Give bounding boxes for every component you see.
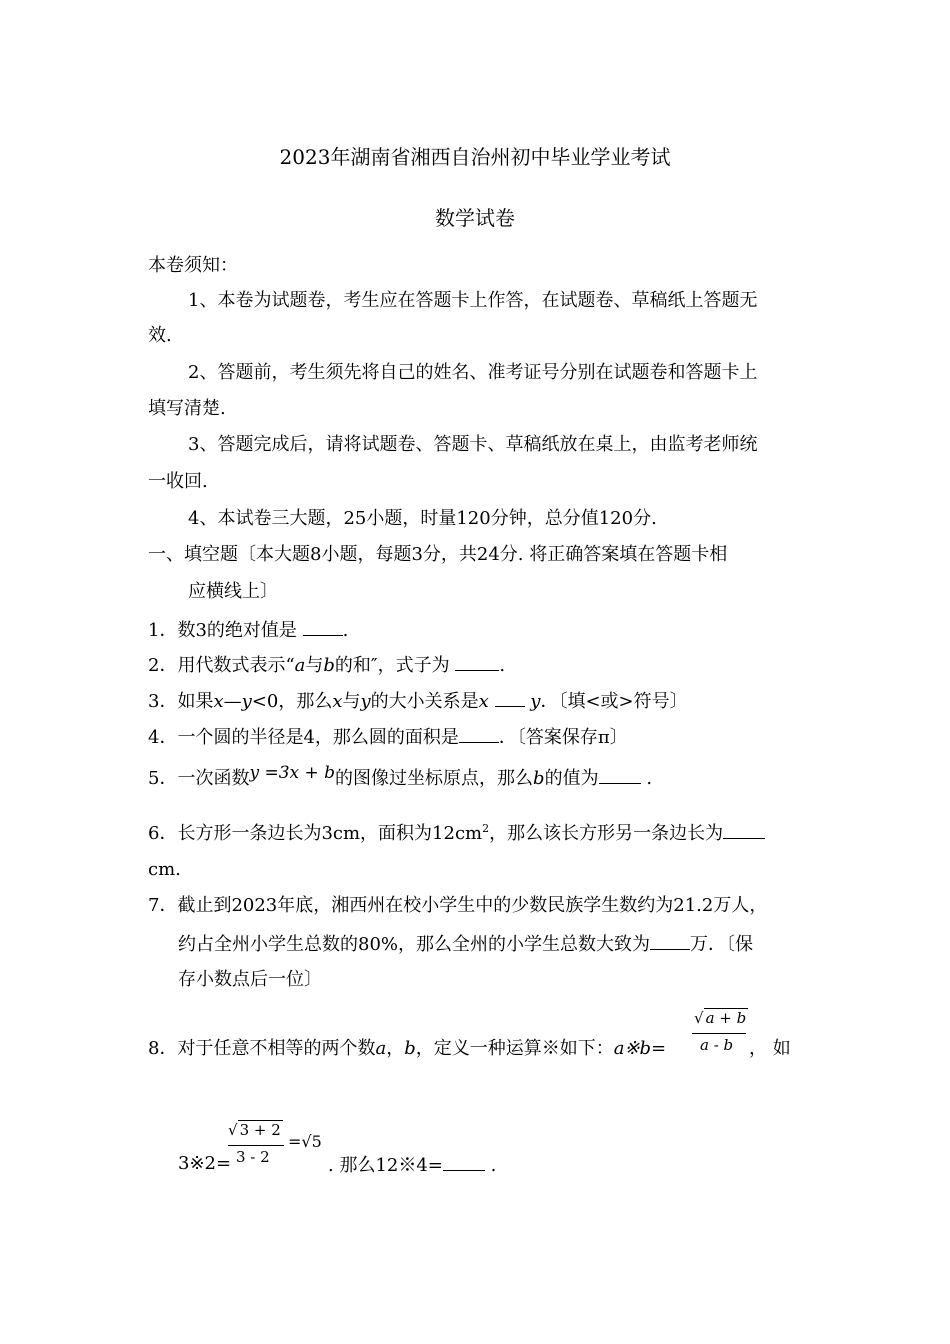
question-6-line1 <box>148 820 765 846</box>
q8-example-fraction-bar <box>228 1145 284 1146</box>
q7-text2: 万．〔保 <box>690 934 754 955</box>
q8-line1-end: ， 如 <box>749 1038 791 1059</box>
exam-title: 2023年湖南省湘西自治州初中毕业学业考试 <box>279 145 671 169</box>
notice-1-line1: 1、本卷为试题卷，考生应在答题卡上作答，在试题卷、草稿纸上答题无 <box>188 290 758 311</box>
q8-example-lhs: 3※2= <box>178 1153 232 1174</box>
q5-answer-blank <box>599 765 641 784</box>
question-7-line3: 存小数点后一位〕 <box>178 969 322 990</box>
notice-3-line1: 3、答题完成后，请将试题卷、答题卡、草稿纸放在桌上，由监考老师统 <box>188 434 758 455</box>
q8-var-b: b <box>404 1038 416 1059</box>
q8-answer-blank <box>443 1152 485 1171</box>
q5-text3: 的值为 <box>544 768 599 789</box>
notice-4: 4、本试卷三大题，25小题，时量120分钟，总分值120分. <box>188 508 657 529</box>
section-1-heading-line1: 一、填空题〔本大题8小题，每题3分，共24分. 将正确答案填在答题卡相 <box>148 544 728 565</box>
q8-sqrt-sign: √ <box>694 1009 704 1027</box>
q6-answer-blank <box>723 820 765 839</box>
notice-2-line1: 2、答题前，考生须先将自己的姓名、准考证号分别在试题卷和答题卡上 <box>188 362 758 383</box>
question-3 <box>148 688 688 714</box>
q3-minus: — <box>223 691 242 712</box>
q3-var-y3: y <box>530 691 541 712</box>
q3-var-x: x <box>213 691 224 712</box>
question-7-line2 <box>178 931 753 957</box>
q5-formula: y =3x + b <box>249 763 336 783</box>
q6-text: 6．长方形一条边长为3cm，面积为12cm <box>148 823 483 844</box>
question-8-line1 <box>148 1037 666 1061</box>
notice-3-line2: 一收回. <box>148 471 208 492</box>
question-1 <box>148 617 348 643</box>
q3-var-y: y <box>241 691 252 712</box>
q4-text: 4．一个圆的半径是4，那么圆的面积是 <box>148 727 459 748</box>
q5-text2: 的图像过坐标原点，那么 <box>335 768 534 789</box>
q8-text2: ，定义一种运算※如下： <box>415 1038 614 1059</box>
q3-var-x3: x <box>478 691 489 712</box>
q1-answer-blank <box>303 617 343 636</box>
q2-var-b: b <box>323 655 335 676</box>
q8-var-a: a <box>375 1038 387 1059</box>
q3-text: 3．如果 <box>148 691 214 712</box>
question-6-line2: cm. <box>148 859 181 880</box>
q3-var-x2: x <box>332 691 343 712</box>
q6-text2: ，那么该长方形另一条边长为 <box>489 823 724 844</box>
q5-end: . <box>646 768 653 789</box>
question-2 <box>148 652 505 678</box>
q1-text: 1．数3的绝对值是 <box>148 620 303 641</box>
q5-var-b: b <box>533 768 545 789</box>
question-5 <box>148 765 652 791</box>
q3-text3: 的大小关系是 <box>370 691 479 712</box>
q8-example-result: =√5 <box>288 1132 322 1151</box>
q8-example-denominator: 3 - 2 <box>236 1148 270 1166</box>
question-4 <box>148 724 628 750</box>
q2-text2: 的和″，式子为 <box>334 655 456 676</box>
q3-answer-blank <box>495 688 525 707</box>
q5-text: 5．一次函数 <box>148 768 250 789</box>
question-7-line1: 7．截止到2023年底，湘西州在校小学生中的少数民族学生数约为21.2万人， <box>148 895 768 916</box>
q3-end: ．〔填<或>符号〕 <box>540 691 688 712</box>
q8-fraction-bar <box>692 1033 746 1034</box>
notice-2-line2: 填写清楚. <box>148 398 226 419</box>
notice-1-line2: 效. <box>148 325 172 346</box>
q7-text: 约占全州小学生总数的80%，那么全州的小学生总数大致为 <box>178 934 651 955</box>
exam-subtitle: 数学试卷 <box>435 206 515 230</box>
q7-answer-blank <box>650 931 690 950</box>
section-1-heading-line2: 应横线上〕 <box>188 581 278 602</box>
q8-example-sqrt-sign: √ <box>228 1121 238 1139</box>
q2-answer-blank <box>455 652 499 671</box>
q8-fraction-numerator: a + b <box>705 1009 747 1027</box>
q8-definition-fraction <box>690 1006 746 1058</box>
notice-heading: 本卷须知： <box>148 255 238 276</box>
q8-example-numerator: 3 + 2 <box>239 1121 281 1139</box>
q6-superscript: 2 <box>482 822 490 835</box>
q2-text: 2．用代数式表示“ <box>148 655 295 676</box>
q3-and: 与 <box>342 691 361 712</box>
q8-definition-lhs: a※b= <box>613 1038 667 1059</box>
q8-example-question <box>328 1152 496 1178</box>
q3-text2: <0，那么 <box>251 691 333 712</box>
q8-comma: ， <box>386 1038 405 1059</box>
q8-example-end: . <box>490 1155 497 1176</box>
q8-example-fraction <box>226 1118 286 1170</box>
q2-end: . <box>499 655 506 676</box>
q8-fraction-denominator: a - b <box>700 1036 734 1054</box>
q2-and: 与 <box>305 655 324 676</box>
q8-text: 8．对于任意不相等的两个数 <box>148 1038 376 1059</box>
q2-var-a: a <box>294 655 306 676</box>
q1-end: . <box>342 620 349 641</box>
q8-example-text: . 那么12※4= <box>328 1155 443 1176</box>
q4-answer-blank <box>459 724 499 743</box>
q3-var-y2: y <box>360 691 371 712</box>
q4-end: ．〔答案保存π〕 <box>498 727 628 748</box>
